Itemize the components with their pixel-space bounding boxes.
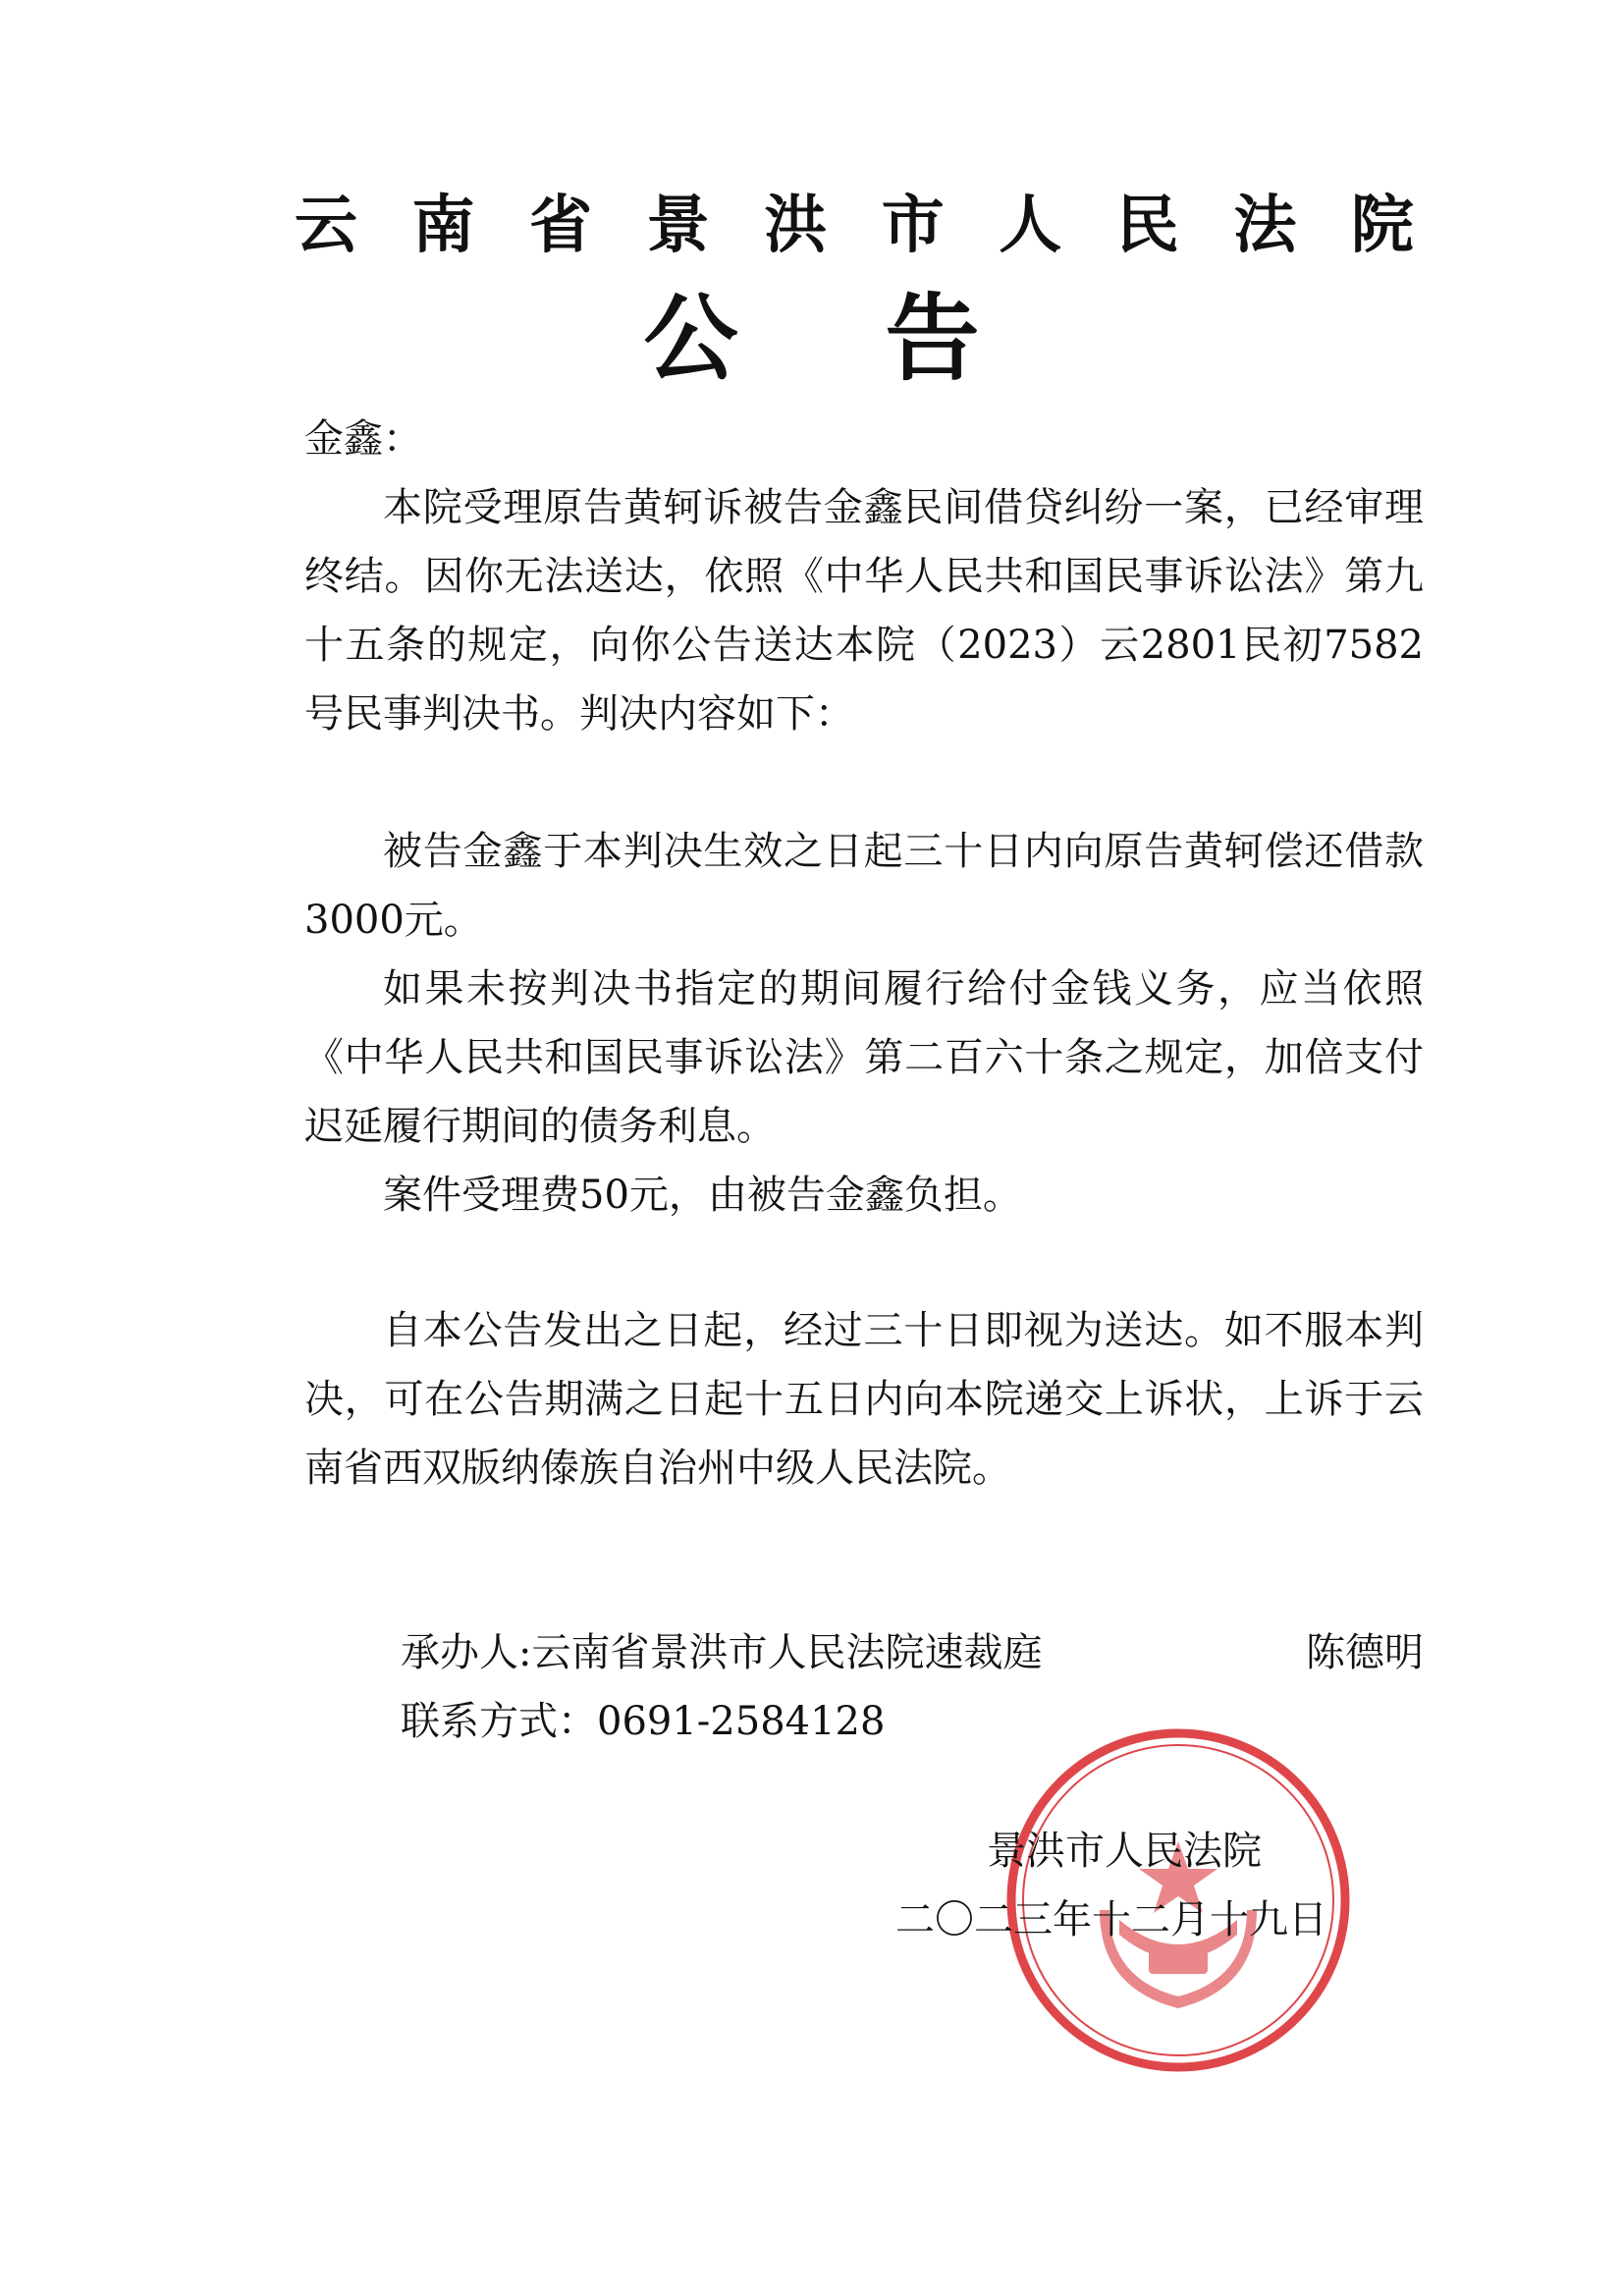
signature-date: 二〇二三年十二月十九日 (895, 1897, 1327, 1942)
paragraph-case-summary (304, 473, 1424, 748)
court-name-char: 人 (999, 190, 1062, 262)
paragraph-late-interest (304, 955, 1424, 1161)
paragraph-appeal (304, 1296, 1424, 1503)
addressee (304, 405, 1424, 473)
court-name-char: 云 (295, 190, 357, 262)
handler-name: 陈德明 (1306, 1630, 1424, 1675)
court-name-heading (295, 187, 1414, 265)
court-name-char: 省 (529, 190, 593, 262)
handler-line (401, 1618, 1424, 1687)
court-name-char: 景 (646, 190, 710, 262)
court-name-char: 民 (1115, 190, 1179, 262)
signature-court: 景洪市人民法院 (987, 1829, 1262, 1874)
paragraph-text: 被告金鑫于本判决生效之日起三十日内向原告黄轲偿还借款3000元。 (304, 829, 1424, 943)
paragraph-court-fee (304, 1161, 1424, 1230)
court-name-char: 法 (1233, 190, 1297, 262)
court-name-char: 洪 (764, 190, 828, 262)
paragraph-text: 案件受理费50元，由被告金鑫负担。 (383, 1173, 1022, 1218)
handler-label: 承办人:云南省景洪市人民法院速裁庭 (401, 1630, 1043, 1675)
addressee-text: 金鑫： (304, 416, 422, 462)
paragraph-judgment (304, 817, 1424, 955)
court-name-char: 市 (881, 190, 945, 262)
court-name-char: 南 (411, 190, 475, 262)
court-name-char: 院 (1350, 190, 1414, 262)
contact-line: 联系方式：0691-2584128 (401, 1699, 886, 1744)
notice-title: 公告 (643, 284, 1127, 394)
paragraph-text: 本院受理原告黄轲诉被告金鑫民间借贷纠纷一案，已经审理终结。因你无法送达，依照《中华人民共和国民事诉讼法》第九十五条的规定，向你公告送达本院（2023）云2801民初7582号民事判决书。判决内容如下： (304, 485, 1424, 737)
paragraph-text: 自本公告发出之日起，经过三十日即视为送达。如不服本判决，可在公告期满之日起十五日内向本院递交上诉状，上诉于云南省西双版纳傣族自治州中级人民法院。 (304, 1308, 1424, 1491)
paragraph-text: 如果未按判决书指定的期间履行给付金钱义务，应当依照《中华人民共和国民事诉讼法》第二百六十条之规定，加倍支付迟延履行期间的债务利息。 (304, 966, 1424, 1149)
